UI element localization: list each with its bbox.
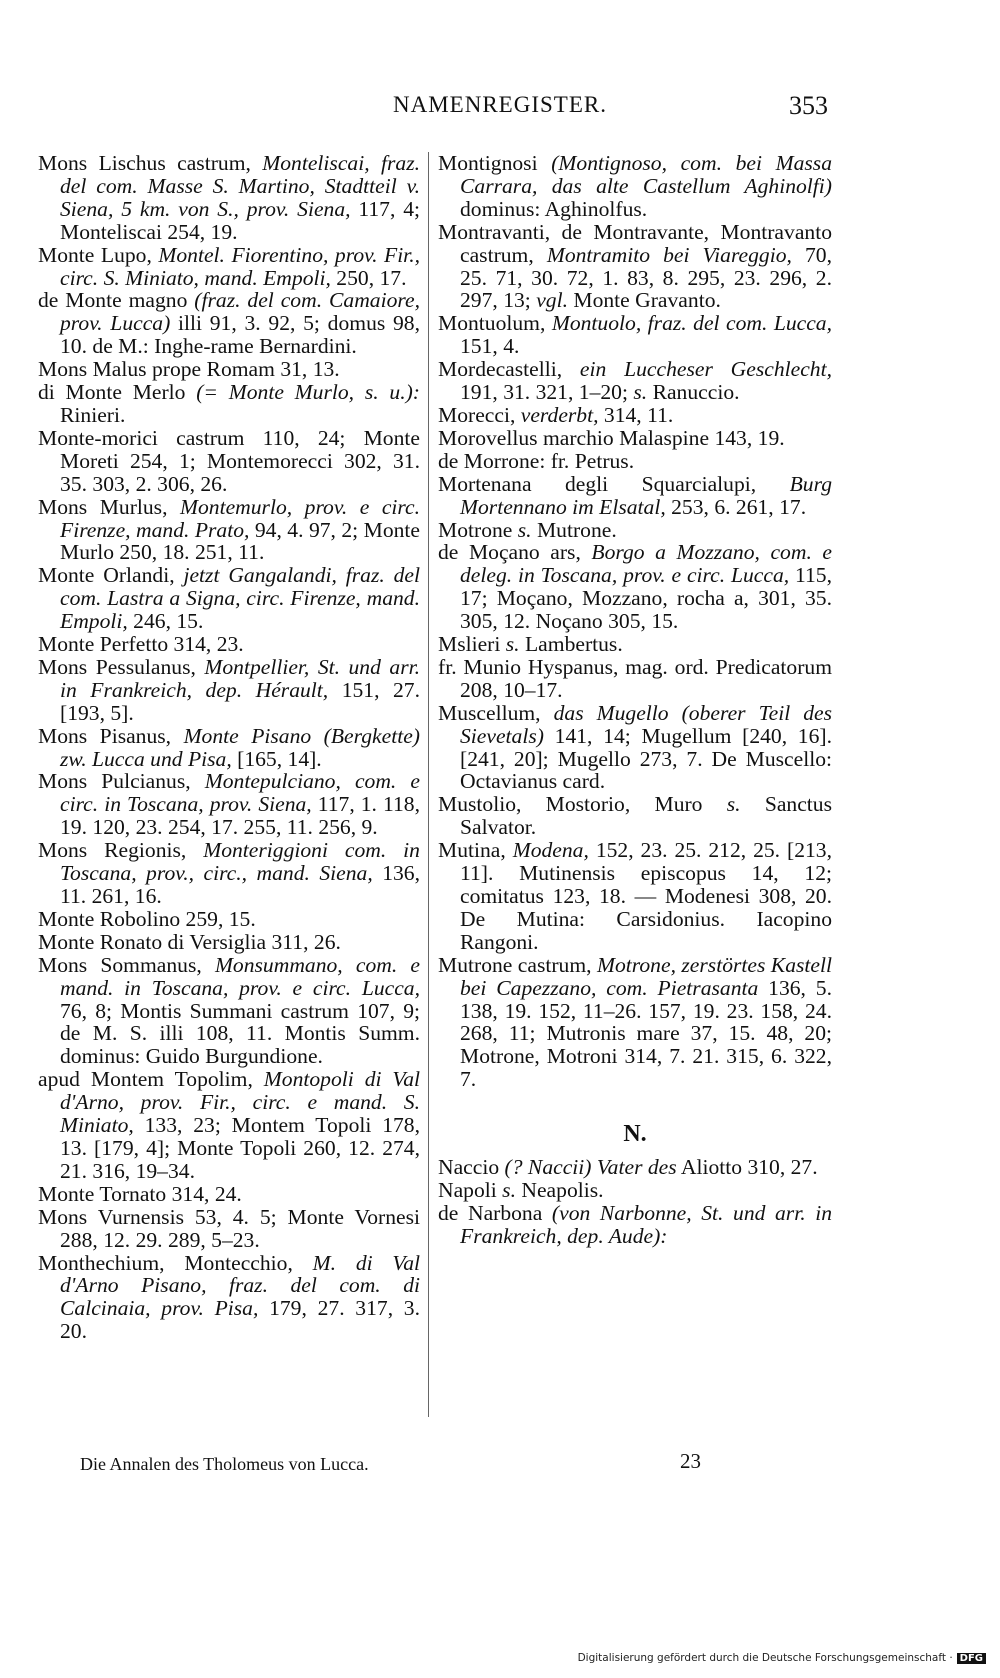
index-entry: de Narbona (von Narbonne, St. und arr. in Frankreich, dep. Aude): (438, 1200, 833, 1248)
index-entry: de Morrone: fr. Petrus. (438, 448, 635, 473)
left-column (38, 152, 420, 1343)
digitization-credit (578, 1652, 986, 1664)
index-entry: Mordecastelli, ein Luccheser Geschlecht, 191, 31. 321, 1–20; s. Ranuccio. (438, 357, 832, 405)
index-entry: di Monte Merlo (= Monte Murlo, s. u.): Rinieri. (38, 380, 420, 427)
index-entry: Napoli s. Neapolis. (438, 1177, 604, 1202)
index-entry: Monte Orlandi, jetzt Gangalandi, fraz. del com. Lastra a Signa, circ. Firenze, mand. Empoli, 246, 15. (38, 563, 420, 634)
index-entry: Mutrone castrum, Motrone, zerstörtes Kastell bei Capezzano, com. Pietrasanta 136, 5. 138, 19. 152, 11–26. 157, 19. 23. 158, 24. 268, 11; Mutronis mare 37, 15. 48, 20; Motrone, Motroni 314, 7. 21. 315, 6. 322, 7. (438, 952, 833, 1092)
index-entry: Muscellum, das Mugello (oberer Teil des Sievetals) 141, 14; Mugellum [240, 16]. [241, 20]; Mugello 273, 7. De Muscello: Octavianus card. (438, 700, 832, 794)
index-entry: Naccio (? Naccii) Vater des Aliotto 310, 27. (438, 1155, 818, 1180)
page-number: 353 (789, 91, 828, 120)
index-entry: Motrone s. Mutrone. (438, 517, 617, 542)
index-entry: Montignosi (Montignoso, com. bei Massa Carrara, das alte Castellum Aghinolfi) dominus: Aghinolfus. (438, 151, 832, 221)
index-entry: Montravanti, de Montravante, Montravanto castrum, Montramito bei Viareggio, 70, 25. 71, 30. 72, 1. 83, 8. 295, 23. 296, 2. 297, 13; vgl. Monte Gravanto. (438, 219, 832, 313)
index-entry: Mslieri s. Lambertus. (438, 632, 623, 657)
index-entry: Monte-morici castrum 110, 24; Monte Moreti 254, 1; Montemorecci 302, 31. 35. 303, 2. 306, 26. (38, 425, 420, 496)
index-entry: Mons Pisanus, Monte Pisano (Bergkette) zw. Lucca und Pisa, [165, 14]. (38, 723, 420, 771)
index-entry: Monthechium, Montecchio, M. di Val d'Arno Pisano, fraz. del com. di Calcinaia, prov. Pisa, 179, 27. 317, 3. 20. (38, 1250, 421, 1344)
column-divider (428, 152, 429, 1417)
index-entry: Mons Lischus castrum, Monteliscai, fraz. del com. Masse S. Martino, Stadtteil v. Siena, 5 km. von S., prov. Siena, 117, 4; Monteliscai 254, 19. (38, 151, 420, 244)
index-entry: Mons Pulcianus, Montepulciano, com. e circ. in Toscana, prov. Siena, 117, 1. 118, 19. 120, 23. 254, 17. 255, 11. 256, 9. (38, 769, 420, 840)
index-entry: Mustolio, Mostorio, Muro s. Sanctus Salvator. (438, 792, 832, 840)
index-entry: de Monte magno (fraz. del com. Camaiore, prov. Lucca) illi 91, 3. 92, 5; domus 98, 10. de M.: Inghe-rame Bernardini. (38, 288, 420, 359)
index-entry: Morecci, verderbt, 314, 11. (438, 402, 674, 427)
index-entry: apud Montem Topolim, Montopoli di Val d'Arno, prov. Fir., circ. e mand. S. Miniato, 133, 23; Montem Topoli 178, 13. [179, 4]; Monte Topoli 260, 12. 274, 21. 316, 19–34. (38, 1067, 420, 1183)
right-column (438, 152, 832, 1248)
index-entry: Mortenana degli Squarcialupi, Burg Mortennano im Elsatal, 253, 6. 261, 17. (438, 471, 832, 519)
index-entry: de Moçano ars, Borgo a Mozzano, com. e deleg. in Toscana, prov. e circ. Lucca, 115, 17; Moçano, Mozzano, rocha a, 301, 35. 305, 12. Noçano 305, 15. (438, 540, 832, 634)
index-entry: Monte Robolino 259, 15. (38, 906, 256, 931)
index-entry: Mons Pessulanus, Montpellier, St. und arr. in Frankreich, dep. Hérault, 151, 27. [193, 5]. (38, 654, 421, 725)
index-entry: Mons Vurnensis 53, 4. 5; Monte Vornesi 288, 12. 29. 289, 5–23. (38, 1204, 420, 1252)
dfg-logo: DFG (957, 1653, 986, 1664)
index-entry: fr. Munio Hyspanus, mag. ord. Predicatorum 208, 10–17. (438, 654, 832, 702)
index-entry: Monte Perfetto 314, 23. (38, 632, 244, 657)
footer-book-title: Die Annalen des Tholomeus von Lucca. (80, 1454, 369, 1474)
index-entry: Monte Lupo, Montel. Fiorentino, prov. Fir., circ. S. Miniato, mand. Empoli, 250, 17. (38, 242, 420, 290)
index-entry: Mons Sommanus, Monsummano, com. e mand. in Toscana, prov. e circ. Lucca, 76, 8; Montis Summani castrum 107, 9; de M. S. illi 108, 11. Montis Summ. dominus: Guido Burgundione. (38, 952, 421, 1069)
index-entry: Monte Tornato 314, 24. (38, 1181, 242, 1206)
index-entry: Monte Ronato di Versiglia 311, 26. (38, 929, 341, 954)
section-heading: N. (623, 1121, 647, 1148)
credit-text: Digitalisierung gefördert durch die Deutsche Forschungsgemeinschaft · (577, 1652, 953, 1664)
index-entry: Montuolum, Montuolo, fraz. del com. Lucca, 151, 4. (438, 311, 832, 359)
index-entry: Mons Regionis, Monteriggioni com. in Toscana, prov., circ., mand. Siena, 136, 11. 261, 16. (38, 838, 420, 908)
running-header-title: NAMENREGISTER. (393, 92, 607, 117)
index-entry: Mons Malus prope Romam 31, 13. (38, 357, 340, 382)
index-entry: Mutina, Modena, 152, 23. 25. 212, 25. [213, 11]. Mutinensis episcopus 14, 12; comitatus 123, 18. — Modenesi 308, 20. De Mutina: Carsidonius. Iacopino Rangoni. (438, 838, 832, 954)
footer-signature-mark: 23 (680, 1449, 701, 1473)
index-entry: Morovellus marchio Malaspine 143, 19. (438, 425, 785, 450)
index-entry: Mons Murlus, Montemurlo, prov. e circ. Firenze, mand. Prato, 94, 4. 97, 2; Monte Murlo 250, 18. 251, 11. (38, 494, 420, 565)
